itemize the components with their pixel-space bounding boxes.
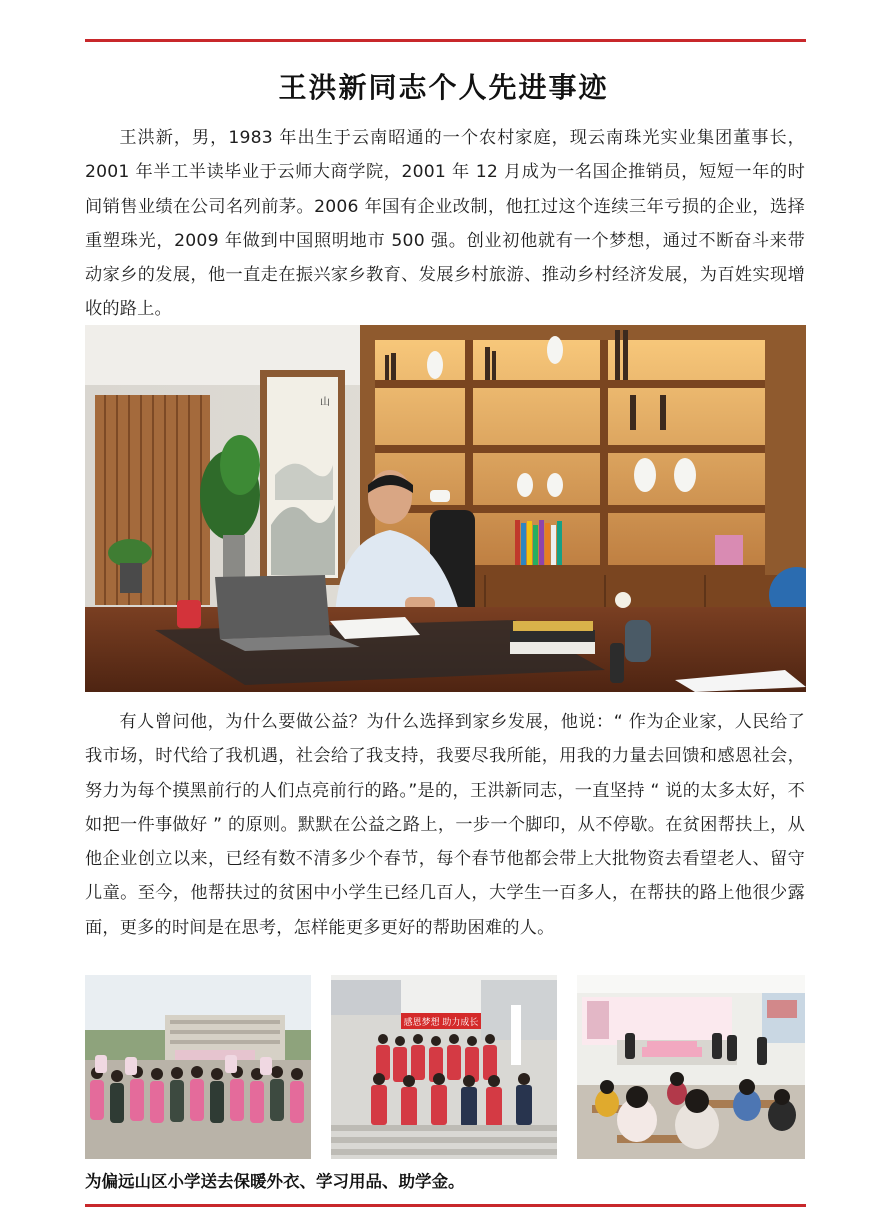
intro-paragraph: 王洪新，男，1983 年出生于云南昭通的一个农村家庭，现云南珠光实业集团董事长，2001 年半工半读毕业于云师大商学院，2001 年 12 月成为一名国企推销员，短短一年的时间销售业绩在公司名列前茅。2006 年国有企业改制，他扛过这个连续三年亏损的企业，选择重塑珠光，2009 年做到中国照明地市 500 强。创业初他就有一个梦想，通过不断奋斗来带动家乡的发展，他一直走在振兴家乡教育、发展乡村旅游、推动乡村经济发展，为百姓实现增收的路上。 xyxy=(85,128,805,320)
photo-children-outdoor xyxy=(85,975,311,1159)
photo-classroom xyxy=(577,975,805,1159)
photo-children-banner xyxy=(331,975,557,1159)
banner-text: 感恩梦想 助力成长 xyxy=(403,1018,479,1028)
bottom-red-rule xyxy=(85,1204,806,1207)
story-paragraph: 有人曾问他，为什么要做公益？为什么选择到家乡发展，他说：“ 作为企业家，人民给了我市场，时代给了我机遇，社会给了我支持，我要尽我所能，用我的力量去回馈和感恩社会，努力为每个摸黑前行的人们点亮前行的路。”是的，王洪新同志，一直坚持 “ 说的太多太好，不如把一件事做好 ” 的原则。默默在公益之路上，一步一个脚印，从不停歇。在贫困帮扶上，从他企业创立以来，已经有数不清多少个春节，每个春节他都会带上大批物资去看望老人、留守儿童。至今，他帮扶过的贫困中小学生已经几百人，大学生一百多人，在帮扶的路上他很少露面，更多的时间是在思考，怎样能更多更好的帮助困难的人。 xyxy=(85,712,805,938)
page-title: 王洪新同志个人先进事迹 xyxy=(278,71,609,104)
top-red-rule xyxy=(85,39,806,42)
svg-text:山: 山 xyxy=(320,397,330,408)
office-portrait-photo xyxy=(85,325,806,692)
photo-caption: 为偏远山区小学送去保暖外衣、学习用品、助学金。 xyxy=(85,1172,465,1191)
